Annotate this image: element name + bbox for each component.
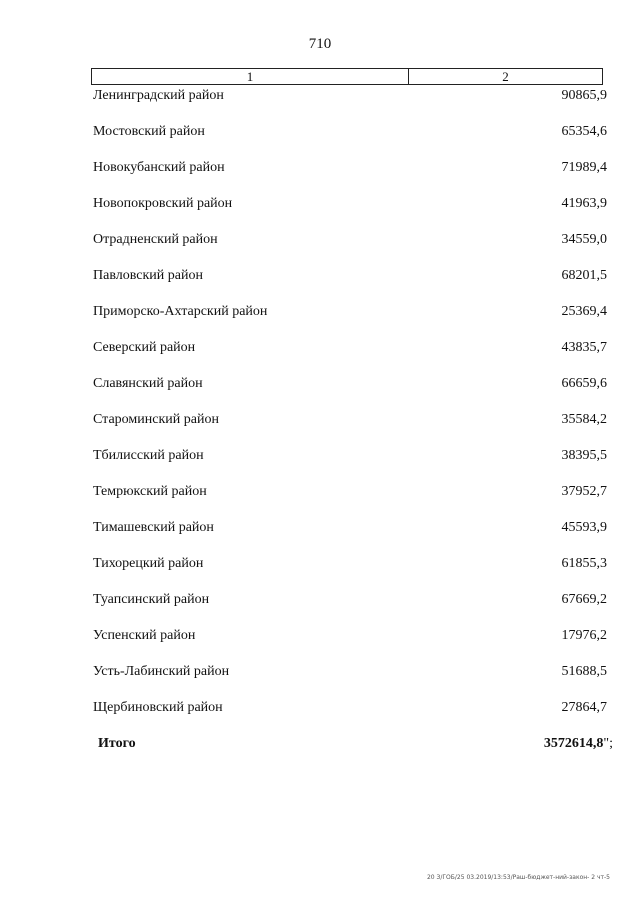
district-value: 27864,7: [561, 700, 607, 715]
table-row: [0, 484, 640, 520]
total-value: 3572614,8: [543, 736, 604, 751]
district-value: 71989,4: [561, 160, 607, 175]
district-value: 68201,5: [561, 268, 607, 283]
total-label: Итого: [98, 736, 136, 751]
district-name: Мостовский район: [93, 124, 205, 139]
district-value: 17976,2: [561, 628, 607, 643]
district-value: 65354,6: [561, 124, 607, 139]
district-name: Новокубанский район: [93, 160, 225, 175]
district-value: 25369,4: [561, 304, 607, 319]
district-name: Славянский район: [93, 376, 203, 391]
district-value: 66659,6: [561, 376, 607, 391]
table-row: [0, 700, 640, 736]
district-name: Павловский район: [93, 268, 203, 283]
table-row: [0, 124, 640, 160]
district-value: 45593,9: [561, 520, 607, 535]
table-row: [0, 160, 640, 196]
table-row: [0, 340, 640, 376]
total-value-wrapper: [544, 736, 613, 752]
table-row: [0, 376, 640, 412]
district-value: 37952,7: [561, 484, 607, 499]
district-list: [0, 88, 640, 736]
page-number: 710: [308, 36, 332, 52]
table-header-col-2: 2: [502, 69, 509, 84]
table-row: [0, 304, 640, 340]
district-value: 41963,9: [561, 196, 607, 211]
district-name: Темрюкский район: [93, 484, 207, 499]
table-row: [0, 196, 640, 232]
table-row: [0, 592, 640, 628]
district-value: 43835,7: [561, 340, 607, 355]
district-value: 61855,3: [561, 556, 607, 571]
district-value: 90865,9: [561, 88, 607, 103]
table-header: [91, 68, 603, 85]
district-value: 51688,5: [561, 664, 607, 679]
table-row: [0, 664, 640, 700]
total-suffix: ";: [603, 736, 613, 751]
district-name: Усть-Лабинский район: [93, 664, 230, 679]
table-row: [0, 268, 640, 304]
district-name: Староминский район: [93, 412, 219, 427]
district-name: Северский район: [93, 340, 196, 355]
district-name: Приморско-Ахтарский район: [93, 304, 268, 319]
table-row: [0, 556, 640, 592]
district-value: 38395,5: [561, 448, 607, 463]
district-name: Тбилисский район: [93, 448, 204, 463]
district-value: 34559,0: [561, 232, 607, 247]
table-row: [0, 448, 640, 484]
table-row: [0, 628, 640, 664]
table-header-col-1: 1: [92, 69, 409, 84]
table-row: [0, 232, 640, 268]
table-row: [0, 88, 640, 124]
district-name: Тимашевский район: [93, 520, 214, 535]
district-name: Новопокровский район: [93, 196, 233, 211]
district-value: 67669,2: [561, 592, 607, 607]
total-row: [0, 736, 640, 756]
footer-stamp: 20 З/ГОБ/25 03.2019/13:53/Раш-бюджет-ний-закон- 2 чт-5: [426, 874, 610, 881]
district-name: Отрадненский район: [93, 232, 218, 247]
district-name: Тихорецкий район: [93, 556, 204, 571]
district-name: Щербиновский район: [93, 700, 223, 715]
table-row: [0, 412, 640, 448]
district-name: Ленинградский район: [93, 88, 224, 103]
district-value: 35584,2: [561, 412, 607, 427]
district-name: Успенский район: [93, 628, 196, 643]
district-name: Туапсинский район: [93, 592, 210, 607]
table-row: [0, 520, 640, 556]
